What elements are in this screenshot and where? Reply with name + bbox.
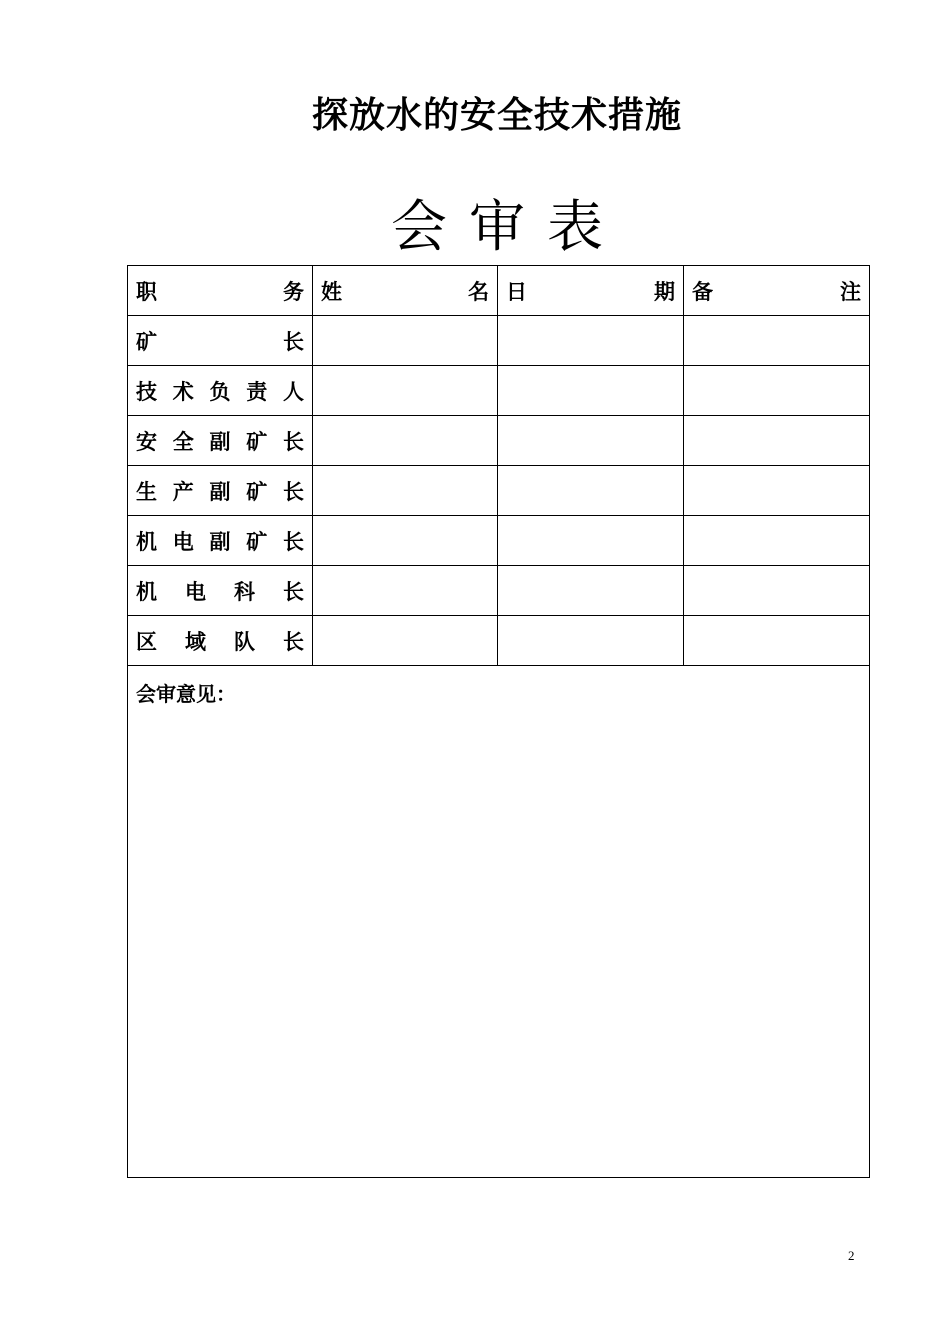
remark-cell[interactable] [684,316,870,366]
position-char: 队 [234,629,255,654]
table-row [128,466,870,516]
date-cell[interactable] [498,316,684,366]
remark-cell[interactable] [684,366,870,416]
position-char: 人 [283,379,304,404]
position-char: 长 [283,479,304,504]
position-char: 区 [136,629,157,654]
remark-cell[interactable] [684,566,870,616]
name-cell[interactable] [313,316,498,366]
position-char: 长 [283,329,304,354]
date-cell[interactable] [498,366,684,416]
position-char: 域 [185,629,206,654]
name-cell[interactable] [313,416,498,466]
position-char: 矿 [246,479,268,504]
table-row [128,566,870,616]
header-char: 务 [283,279,304,304]
table-row [128,416,870,466]
date-cell[interactable] [498,616,684,666]
position-char: 矿 [246,529,268,554]
opinion-row [128,666,870,1178]
date-cell[interactable] [498,566,684,616]
position-cell [128,366,313,416]
position-char: 电 [185,579,206,604]
header-char: 职 [136,279,157,304]
header-char: 注 [840,279,861,304]
table-row [128,616,870,666]
page-number: 2 [848,1248,855,1263]
position-char: 副 [209,479,231,504]
header-position [128,266,313,316]
opinion-label: 会审意见： [136,682,236,706]
header-char: 期 [654,279,675,304]
position-cell [128,416,313,466]
remark-cell[interactable] [684,416,870,466]
review-table [127,265,870,1178]
header-char: 备 [692,279,713,304]
position-cell [128,516,313,566]
remark-cell[interactable] [684,516,870,566]
name-cell[interactable] [313,366,498,416]
document-title: 探放水的安全技术措施 [311,95,682,136]
position-char: 矿 [136,329,157,354]
remark-cell[interactable] [684,616,870,666]
header-remark [684,266,870,316]
header-char: 名 [468,279,489,304]
position-char: 长 [283,629,304,654]
position-char: 生 [136,479,157,504]
position-char: 长 [283,429,304,454]
position-char: 长 [283,529,304,554]
position-char: 副 [209,429,231,454]
position-cell [128,316,313,366]
name-cell[interactable] [313,516,498,566]
position-char: 长 [283,579,304,604]
position-char: 全 [172,429,194,454]
opinion-cell[interactable] [128,666,870,1178]
position-char: 负 [209,379,231,404]
table-row [128,516,870,566]
header-date [498,266,684,316]
name-cell[interactable] [313,466,498,516]
table-row [128,316,870,366]
position-char: 机 [136,529,157,554]
position-char: 术 [172,379,194,404]
header-row [128,266,870,316]
position-char: 产 [172,479,194,504]
position-char: 责 [246,379,268,404]
table-title: 会审表 [391,195,625,260]
name-cell[interactable] [313,566,498,616]
header-name [313,266,498,316]
name-cell[interactable] [313,616,498,666]
header-char: 日 [506,279,527,304]
position-char: 安 [136,429,157,454]
table-row [128,366,870,416]
position-char: 科 [234,579,255,604]
position-cell [128,616,313,666]
position-cell [128,566,313,616]
date-cell[interactable] [498,416,684,466]
date-cell[interactable] [498,466,684,516]
position-char: 机 [136,579,157,604]
date-cell[interactable] [498,516,684,566]
position-cell [128,466,313,516]
position-char: 电 [172,529,194,554]
position-char: 副 [209,529,231,554]
position-char: 技 [136,379,157,404]
position-char: 矿 [246,429,268,454]
remark-cell[interactable] [684,466,870,516]
header-char: 姓 [321,279,342,304]
